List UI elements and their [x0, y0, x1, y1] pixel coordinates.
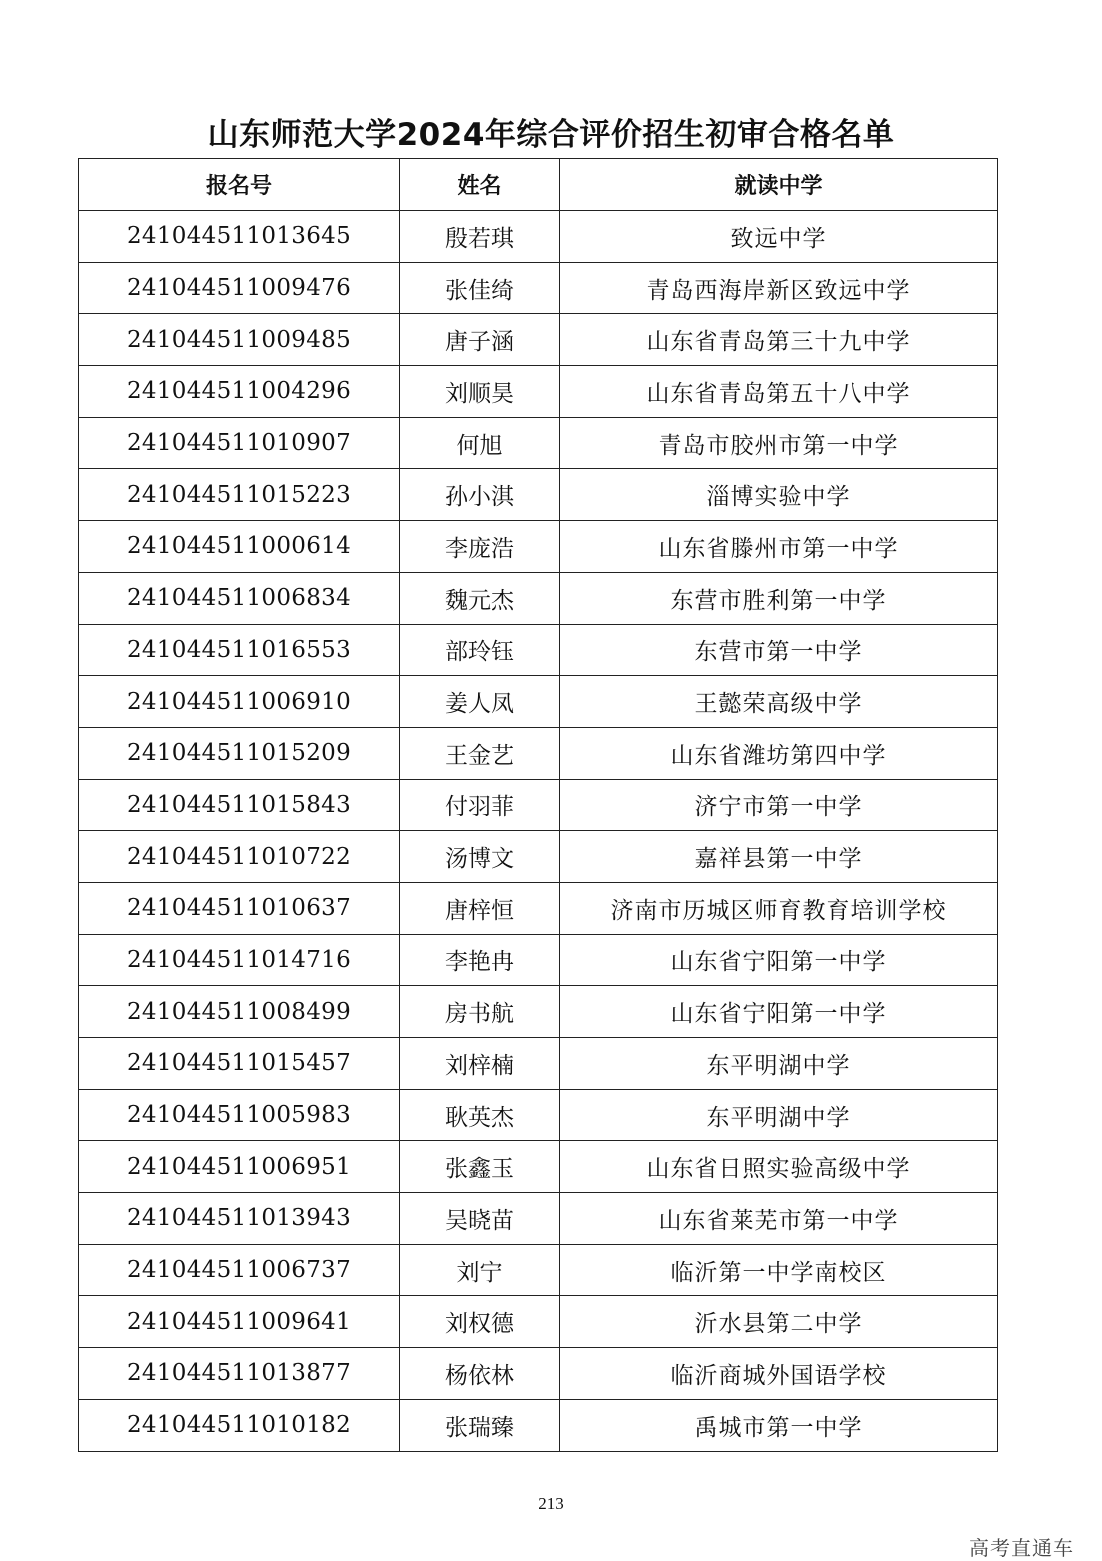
registration-no-cell: 241044511006951	[79, 1141, 400, 1193]
table-row	[79, 779, 998, 831]
table-row	[79, 366, 998, 418]
registration-no-cell: 241044511014716	[79, 934, 400, 986]
name-cell: 吴晓苗	[400, 1193, 560, 1245]
registration-no-cell: 241044511008499	[79, 986, 400, 1038]
registration-no-cell: 241044511010722	[79, 831, 400, 883]
table-row	[79, 1399, 998, 1451]
registration-no-cell: 241044511006834	[79, 572, 400, 624]
school-cell: 东营市胜利第一中学	[560, 572, 998, 624]
name-cell: 张瑞臻	[400, 1399, 560, 1451]
name-cell: 部玲钰	[400, 624, 560, 676]
table-row	[79, 831, 998, 883]
name-cell: 姜人凤	[400, 676, 560, 728]
school-cell: 致远中学	[560, 211, 998, 263]
name-cell: 唐子涵	[400, 314, 560, 366]
table-row	[79, 521, 998, 573]
registration-no-cell: 241044511015457	[79, 1038, 400, 1090]
school-cell: 山东省宁阳第一中学	[560, 934, 998, 986]
registration-no-cell: 241044511010907	[79, 417, 400, 469]
school-cell: 临沂商城外国语学校	[560, 1348, 998, 1400]
registration-no-cell: 241044511015843	[79, 779, 400, 831]
table-row	[79, 314, 998, 366]
name-cell: 殷若琪	[400, 211, 560, 263]
school-cell: 山东省日照实验高级中学	[560, 1141, 998, 1193]
registration-no-cell: 241044511015209	[79, 727, 400, 779]
candidate-table	[78, 158, 998, 1452]
name-cell: 唐梓恒	[400, 882, 560, 934]
registration-no-cell: 241044511009485	[79, 314, 400, 366]
name-cell: 耿英杰	[400, 1089, 560, 1141]
school-cell: 山东省滕州市第一中学	[560, 521, 998, 573]
name-cell: 刘宁	[400, 1244, 560, 1296]
table-row	[79, 1193, 998, 1245]
table-row	[79, 934, 998, 986]
table-row	[79, 1348, 998, 1400]
header-name: 姓名	[400, 159, 560, 211]
table-row	[79, 262, 998, 314]
school-cell: 嘉祥县第一中学	[560, 831, 998, 883]
school-cell: 禹城市第一中学	[560, 1399, 998, 1451]
name-cell: 刘梓楠	[400, 1038, 560, 1090]
registration-no-cell: 241044511006910	[79, 676, 400, 728]
registration-no-cell: 241044511009476	[79, 262, 400, 314]
name-cell: 房书航	[400, 986, 560, 1038]
registration-no-cell: 241044511000614	[79, 521, 400, 573]
school-cell: 临沂第一中学南校区	[560, 1244, 998, 1296]
school-cell: 东平明湖中学	[560, 1038, 998, 1090]
registration-no-cell: 241044511006737	[79, 1244, 400, 1296]
school-cell: 山东省青岛第五十八中学	[560, 366, 998, 418]
school-cell: 青岛市胶州市第一中学	[560, 417, 998, 469]
school-cell: 山东省莱芜市第一中学	[560, 1193, 998, 1245]
name-cell: 王金艺	[400, 727, 560, 779]
school-cell: 东平明湖中学	[560, 1089, 998, 1141]
watermark: 高考直通车	[969, 1536, 1074, 1560]
header-school: 就读中学	[560, 159, 998, 211]
school-cell: 山东省青岛第三十九中学	[560, 314, 998, 366]
name-cell: 刘顺昊	[400, 366, 560, 418]
registration-no-cell: 241044511005983	[79, 1089, 400, 1141]
table-row	[79, 1296, 998, 1348]
name-cell: 李庞浩	[400, 521, 560, 573]
registration-no-cell: 241044511010182	[79, 1399, 400, 1451]
table-row	[79, 624, 998, 676]
table-row	[79, 1141, 998, 1193]
table-row	[79, 986, 998, 1038]
name-cell: 杨依林	[400, 1348, 560, 1400]
school-cell: 济南市历城区师育教育培训学校	[560, 882, 998, 934]
table-row	[79, 1038, 998, 1090]
school-cell: 淄博实验中学	[560, 469, 998, 521]
table-row	[79, 211, 998, 263]
name-cell: 李艳冉	[400, 934, 560, 986]
table-row	[79, 572, 998, 624]
table-row	[79, 1244, 998, 1296]
table-row	[79, 1089, 998, 1141]
registration-no-cell: 241044511016553	[79, 624, 400, 676]
page-number: 213	[538, 1494, 564, 1513]
registration-no-cell: 241044511015223	[79, 469, 400, 521]
registration-no-cell: 241044511009641	[79, 1296, 400, 1348]
registration-no-cell: 241044511010637	[79, 882, 400, 934]
registration-no-cell: 241044511004296	[79, 366, 400, 418]
name-cell: 付羽菲	[400, 779, 560, 831]
school-cell: 山东省宁阳第一中学	[560, 986, 998, 1038]
registration-no-cell: 241044511013877	[79, 1348, 400, 1400]
school-cell: 王懿荣高级中学	[560, 676, 998, 728]
table-row	[79, 882, 998, 934]
name-cell: 刘权德	[400, 1296, 560, 1348]
school-cell: 青岛西海岸新区致远中学	[560, 262, 998, 314]
name-cell: 魏元杰	[400, 572, 560, 624]
name-cell: 孙小淇	[400, 469, 560, 521]
registration-no-cell: 241044511013645	[79, 211, 400, 263]
header-registration-no: 报名号	[79, 159, 400, 211]
name-cell: 张佳绮	[400, 262, 560, 314]
registration-no-cell: 241044511013943	[79, 1193, 400, 1245]
table-body	[79, 211, 998, 1452]
table-row	[79, 469, 998, 521]
name-cell: 张鑫玉	[400, 1141, 560, 1193]
table-row	[79, 676, 998, 728]
name-cell: 汤博文	[400, 831, 560, 883]
school-cell: 东营市第一中学	[560, 624, 998, 676]
table-header-row	[79, 159, 998, 211]
table-row	[79, 727, 998, 779]
table-row	[79, 417, 998, 469]
school-cell: 济宁市第一中学	[560, 779, 998, 831]
table-header	[79, 159, 998, 211]
document-title: 山东师范大学2024年综合评价招生初审合格名单	[207, 117, 895, 153]
name-cell: 何旭	[400, 417, 560, 469]
school-cell: 沂水县第二中学	[560, 1296, 998, 1348]
school-cell: 山东省潍坊第四中学	[560, 727, 998, 779]
